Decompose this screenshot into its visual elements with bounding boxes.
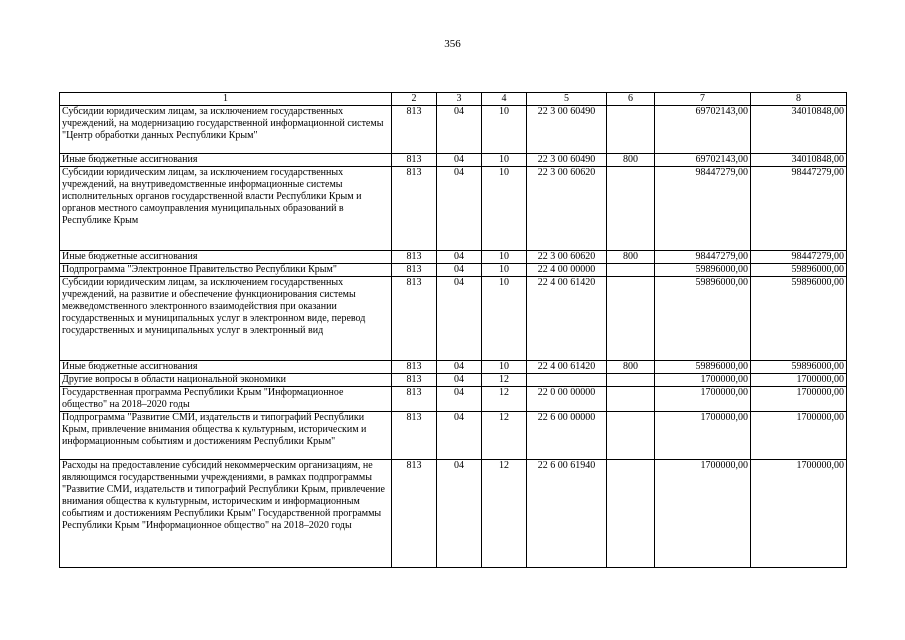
table-row: [60, 154, 847, 167]
subsection-code-cell: 12: [482, 374, 527, 387]
target-article-cell: 22 0 00 00000: [527, 387, 607, 412]
ved-code-cell: 813: [392, 154, 437, 167]
target-article-cell: 22 4 00 61420: [527, 361, 607, 374]
expense-type-cell: [607, 412, 655, 460]
amount-year1-cell: 69702143,00: [655, 154, 751, 167]
column-header: 8: [751, 93, 847, 106]
expense-type-cell: 800: [607, 154, 655, 167]
amount-year2-cell: 59896000,00: [751, 361, 847, 374]
subsection-code-cell: 10: [482, 361, 527, 374]
section-code-cell: 04: [437, 251, 482, 264]
amount-year1-cell: 98447279,00: [655, 251, 751, 264]
amount-year1-cell: 98447279,00: [655, 167, 751, 251]
target-article-cell: 22 3 00 60490: [527, 106, 607, 154]
amount-year1-cell: 59896000,00: [655, 277, 751, 361]
target-article-cell: 22 3 00 60490: [527, 154, 607, 167]
target-article-cell: [527, 374, 607, 387]
table-row: [60, 106, 847, 154]
expense-type-cell: [607, 167, 655, 251]
target-article-cell: 22 3 00 60620: [527, 167, 607, 251]
subsection-code-cell: 12: [482, 460, 527, 568]
ved-code-cell: 813: [392, 167, 437, 251]
expense-type-cell: [607, 277, 655, 361]
table-row: [60, 460, 847, 568]
section-code-cell: 04: [437, 167, 482, 251]
section-code-cell: 04: [437, 374, 482, 387]
table-row: [60, 264, 847, 277]
amount-year2-cell: 34010848,00: [751, 154, 847, 167]
amount-year2-cell: 1700000,00: [751, 412, 847, 460]
amount-year1-cell: 1700000,00: [655, 460, 751, 568]
subsection-code-cell: 10: [482, 167, 527, 251]
amount-year2-cell: 59896000,00: [751, 264, 847, 277]
row-name-cell: Субсидии юридическим лицам, за исключением государственных учреждений, на модернизацию государственной информационной системы "Центр обработки данных Республики Крым": [60, 106, 392, 154]
ved-code-cell: 813: [392, 412, 437, 460]
section-code-cell: 04: [437, 106, 482, 154]
table-body: [60, 106, 847, 568]
expense-type-cell: [607, 374, 655, 387]
subsection-code-cell: 12: [482, 412, 527, 460]
subsection-code-cell: 10: [482, 106, 527, 154]
row-name-cell: Иные бюджетные ассигнования: [60, 361, 392, 374]
amount-year1-cell: 1700000,00: [655, 387, 751, 412]
target-article-cell: 22 3 00 60620: [527, 251, 607, 264]
subsection-code-cell: 10: [482, 251, 527, 264]
section-code-cell: 04: [437, 154, 482, 167]
section-code-cell: 04: [437, 460, 482, 568]
ved-code-cell: 813: [392, 251, 437, 264]
ved-code-cell: 813: [392, 106, 437, 154]
amount-year1-cell: 59896000,00: [655, 361, 751, 374]
row-name-cell: Иные бюджетные ассигнования: [60, 251, 392, 264]
section-code-cell: 04: [437, 277, 482, 361]
column-header: 1: [60, 93, 392, 106]
expense-type-cell: 800: [607, 361, 655, 374]
section-code-cell: 04: [437, 412, 482, 460]
column-header: 4: [482, 93, 527, 106]
table-row: [60, 277, 847, 361]
amount-year2-cell: 1700000,00: [751, 374, 847, 387]
row-name-cell: Субсидии юридическим лицам, за исключением государственных учреждений, на развитие и обеспечение функционирования системы межведомственного электронного взаимодействия при оказании государственных и муниципальных услуг в электронном виде, перевод государственных и муниципальных услуг в электронный вид: [60, 277, 392, 361]
row-name-cell: Расходы на предоставление субсидий некоммерческим организациям, не являющимся государственными учреждениями, в рамках подпрограммы "Развитие СМИ, издательств и типографий Республики Крым, привлечение внимания общества к культурным, историческим и информационным событиям и достижениям Республики Крым" Государственной программы Республики Крым "Информационное общество" на 2018–2020 годы: [60, 460, 392, 568]
subsection-code-cell: 10: [482, 154, 527, 167]
target-article-cell: 22 6 00 61940: [527, 460, 607, 568]
row-name-cell: Подпрограмма "Развитие СМИ, издательств и типографий Республики Крым, привлечение внимания общества к культурным, историческим и информационным событиям и достижениям Республики Крым": [60, 412, 392, 460]
column-header: 3: [437, 93, 482, 106]
expense-type-cell: 800: [607, 251, 655, 264]
section-code-cell: 04: [437, 387, 482, 412]
subsection-code-cell: 12: [482, 387, 527, 412]
target-article-cell: 22 4 00 00000: [527, 264, 607, 277]
section-code-cell: 04: [437, 361, 482, 374]
expense-type-cell: [607, 387, 655, 412]
amount-year2-cell: 98447279,00: [751, 167, 847, 251]
amount-year1-cell: 1700000,00: [655, 374, 751, 387]
section-code-cell: 04: [437, 264, 482, 277]
amount-year2-cell: 34010848,00: [751, 106, 847, 154]
ved-code-cell: 813: [392, 361, 437, 374]
row-name-cell: Государственная программа Республики Крым "Информационное общество" на 2018–2020 годы: [60, 387, 392, 412]
header-row: [60, 93, 847, 106]
amount-year2-cell: 1700000,00: [751, 460, 847, 568]
ved-code-cell: 813: [392, 387, 437, 412]
table-row: [60, 412, 847, 460]
amount-year1-cell: 1700000,00: [655, 412, 751, 460]
subsection-code-cell: 10: [482, 264, 527, 277]
amount-year1-cell: 69702143,00: [655, 106, 751, 154]
table-row: [60, 361, 847, 374]
ved-code-cell: 813: [392, 277, 437, 361]
budget-table: [59, 92, 847, 568]
row-name-cell: Субсидии юридическим лицам, за исключением государственных учреждений, на внутриведомственные информационные системы исполнительных органов государственной власти Республики Крым и органов местного самоуправления муниципальных образований в Республике Крым: [60, 167, 392, 251]
amount-year2-cell: 1700000,00: [751, 387, 847, 412]
amount-year1-cell: 59896000,00: [655, 264, 751, 277]
target-article-cell: 22 6 00 00000: [527, 412, 607, 460]
subsection-code-cell: 10: [482, 277, 527, 361]
row-name-cell: Другие вопросы в области национальной экономики: [60, 374, 392, 387]
row-name-cell: Подпрограмма "Электронное Правительство Республики Крым": [60, 264, 392, 277]
ved-code-cell: 813: [392, 460, 437, 568]
table-row: [60, 251, 847, 264]
target-article-cell: 22 4 00 61420: [527, 277, 607, 361]
row-name-cell: Иные бюджетные ассигнования: [60, 154, 392, 167]
expense-type-cell: [607, 460, 655, 568]
table-row: [60, 374, 847, 387]
column-header: 7: [655, 93, 751, 106]
column-header: 6: [607, 93, 655, 106]
table-row: [60, 167, 847, 251]
table-row: [60, 387, 847, 412]
ved-code-cell: 813: [392, 264, 437, 277]
amount-year2-cell: 59896000,00: [751, 277, 847, 361]
amount-year2-cell: 98447279,00: [751, 251, 847, 264]
page-number: 356: [444, 38, 461, 50]
expense-type-cell: [607, 106, 655, 154]
column-header: 2: [392, 93, 437, 106]
ved-code-cell: 813: [392, 374, 437, 387]
column-header: 5: [527, 93, 607, 106]
expense-type-cell: [607, 264, 655, 277]
